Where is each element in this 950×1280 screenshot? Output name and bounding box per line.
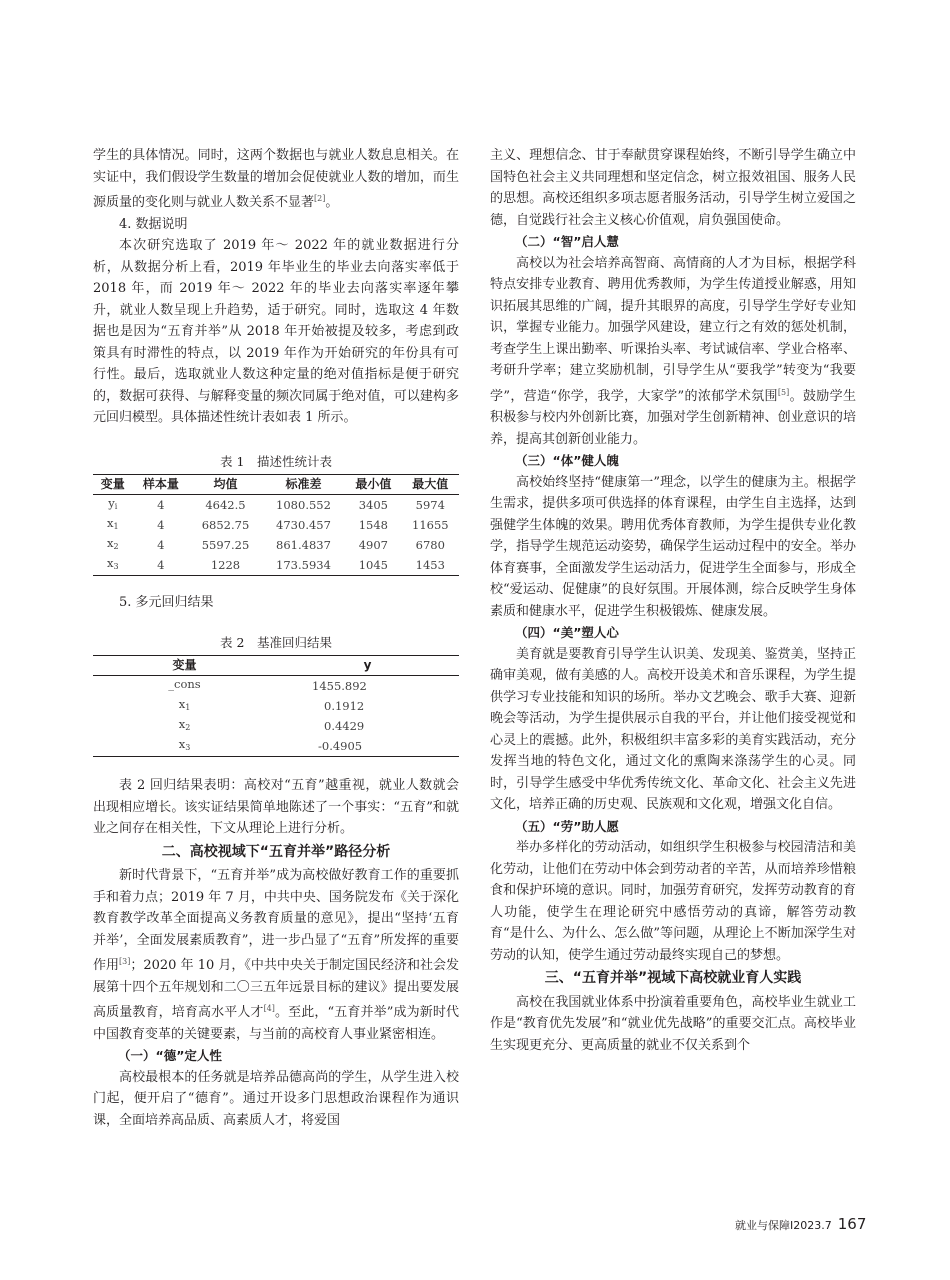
table-row: $x_2$ 0.4429	[178, 717, 365, 733]
table1-caption: 表 1 描述性统计表	[220, 453, 332, 469]
citation: [5]	[777, 387, 790, 397]
citation: [4]	[263, 1004, 275, 1013]
col-header: 标准差	[262, 475, 345, 495]
issue-number: 2023.7	[793, 1219, 832, 1232]
paragraph: 高校始终坚持“健康第一”理念，以学生的健康为主。根据学生需求，提供多项可供选择的体育课程，由学生自主选择，达到强健学生体魄的效果。聘用优秀体育教师，为学生提供专业化教学，指导学生规范运动姿势，确保学生运动过程中的安全。举办体育赛事，全面激发学生运动活力，促进学生全面参与，形成全校“爱运动、促健康”的良好氛围。开展体测，综合反映学生身体素质和健康水平，促进学生积极锻炼、健康发展。	[490, 474, 856, 619]
section-heading: 二、高校视域下“五育并举”路径分析	[161, 843, 391, 860]
journal-name: 就业与保障	[735, 1219, 790, 1232]
table-row: $x_1$ 0.1912	[178, 697, 365, 713]
page-footer	[735, 1215, 866, 1233]
table-row: _cons 1455.892	[168, 677, 367, 693]
col-header: 最小值	[345, 475, 402, 495]
footer-separator: I	[790, 1219, 794, 1232]
paragraph: 高校以为社会培养高智商、高情商的人才为目标，根据学科特点安排专业教育、聘用优秀教师，为学生传道授业解惑，用知识拓展其思维的广阔，提升其眼界的高度，引导学生学好专业知识，掌握专业能力。加强学风建设，建立行之有效的惩处机制，考查学生上课出勤率、听课抬头率、考试诚信率、学业合格率、考研升学率；建立奖励机制，引导学生从“要我学”转变为“我要学”，营造“你学，我学，大家学”的浓郁学术氛围[5]。鼓励学生积极参与校内外创新比赛，加强对学生创新精神、创业意识的培养，提高其创新创业能力。	[490, 255, 856, 447]
section-heading: 三、“五育并举”视域下高校就业育人实践	[544, 970, 802, 986]
left-column	[93, 145, 459, 1131]
subsection-heading: （一）“德”定人性	[118, 1048, 222, 1063]
paragraph: 表 2 回归结果表明：高校对“五育”越重视，就业人数就会出现相应增长。该实证结果简单地陈述了一个事实：“五育”和就业之间存在相关性，下文从理论上进行分析。	[93, 778, 459, 836]
paragraph: 举办多样化的劳动活动，如组织学生积极参与校园清洁和美化劳动，让他们在劳动中体会到劳动者的辛苦，从而培养珍惜粮食和保护环境的意识。同时，加强劳育研究，发挥劳动教育的育人功能，使学生在理论研究中感悟劳动的真谛，解答劳动教育“是什么、为什么、怎么做”等问题，从理论上不断加深学生对劳动的认知，使学生通过劳动最终实现自己的梦想。	[490, 840, 856, 963]
table-header-row	[93, 656, 459, 676]
table-row: $x_1$ 4 6852.75 4730.457 1548 11655	[106, 516, 449, 532]
paragraph: 高校最根本的任务就是培养品德高尚的学生，从学生进入校门起，便开启了“德育”。通过开设多门思想政治课程作为通识课，全面培养高品质、高素质人才，将爱国	[93, 1069, 459, 1128]
right-column	[490, 145, 856, 1056]
subsection-heading: （三）“体”健人魄	[515, 453, 619, 468]
col-header: 均值	[189, 475, 262, 495]
descriptive-stats-table	[93, 474, 459, 576]
section-heading-data: 4. 数据说明	[119, 216, 188, 232]
subsection-heading: （五）“劳”助人愿	[515, 818, 619, 834]
section-heading-regression: 5. 多元回归结果	[119, 595, 214, 610]
col-header: 变量	[93, 475, 133, 495]
col-header: 最大值	[402, 475, 459, 495]
paragraph: 高校在我国就业体系中扮演着重要角色，高校毕业生就业工作是“教育优先发展”和“就业优先战略”的重要交汇点。高校毕业生实现更充分、更高质量的就业不仅关系到个	[490, 994, 856, 1053]
paragraph: 学生的具体情况。同时，这两个数据也与就业人数息息相关。在实证中，我们假设学生数量的增加会促使就业人数的增加，而生源质量的变化则与就业人数关系不显著[2]。	[93, 148, 459, 210]
table-row: $x_2$ 4 5597.25 861.4837 4907 6780	[106, 536, 445, 552]
citation: [3]	[119, 957, 131, 966]
citation: [2]	[314, 194, 326, 203]
page-number: 167	[837, 1215, 867, 1233]
paragraph: 主义、理想信念、甘于奉献贯穿课程始终，不断引导学生确立中国特色社会主义共同理想和坚定信念，树立报效祖国、服务人民的思想。高校还组织多项志愿者服务活动，引导学生树立爱国之德，自觉践行社会主义核心价值观，肩负强国使命。	[490, 148, 856, 228]
table-row: $x_3$ -0.4905	[93, 736, 459, 757]
table-header-row	[93, 475, 459, 495]
regression-table	[93, 655, 459, 757]
paragraph: 新时代背景下，“五育并举”成为高校做好教育工作的重要抓手和着力点；2019 年 7 月，中共中央、国务院发布《关于深化教育教学改革全面提高义务教育质量的意见》，提出“坚持‘五育并举’，全面发展素质教育”，进一步凸显了“五育”所发挥的重要作用[3]；2020 年 10 月，《中共中央关于制定国民经济和社会发展第十四个五年规划和二〇三五年远景目标的建议》提出要发展高质量教育，培育高水平人才[4]。至此，“五育并举”成为新时代中国教育变革的关键要素，与当前的高校育人事业紧密相连。	[93, 868, 459, 1042]
subsection-heading: （二）“智”启人慧	[515, 234, 619, 249]
paragraph: 本次研究选取了 2019 年～ 2022 年的就业数据进行分析，从数据分析上看，2019 年毕业生的毕业去向落实率低于 2018 年，而 2019 年～ 2022 年的毕业去向落实率逐年攀升，就业人数呈现上升趋势，适于研究。同时，选取这 4 年数据也是因为“五育并举”从 2018 年开始被提及较多，考虑到政策具有时滞性的特点，以 2019 年作为开始研究的年份具有可行性。最后，选取就业人数这种定量的绝对值指标是便于研究的，数据可获得、与解释变量的频次同属于绝对值，可以建构多元回归模型。具体描述性统计表如表 1 所示。	[93, 238, 459, 425]
table-row: $y_i$ 4 4642.5 1080.552 3405 5974	[108, 496, 445, 512]
subsection-heading: （四）“美”塑人心	[515, 625, 619, 640]
col-header: y	[276, 656, 459, 676]
col-header: 样本量	[133, 475, 190, 495]
table2-caption: 表 2 基准回归结果	[220, 634, 332, 650]
table-row: $x_3$ 4 1228 173.5934 1045 1453	[93, 555, 459, 576]
col-header: 变量	[93, 656, 276, 676]
paragraph: 美育就是要教育引导学生认识美、发现美、鉴赏美，坚持正确审美观，做有美感的人。高校开设美术和音乐课程，为学生提供学习专业技能和知识的场所。举办文艺晚会、歌手大赛、迎新晚会等活动，为学生提供展示自我的平台，并让他们接受视觉和心灵上的震撼。此外，积极组织丰富多彩的美育实践活动，充分发挥当地的特色文化，通过文化的熏陶来涤荡学生的心灵。同时，引导学生感受中华优秀传统文化、革命文化、社会主义先进文化，培养正确的历史观、民族观和文化观，增强文化自信。	[490, 646, 856, 812]
